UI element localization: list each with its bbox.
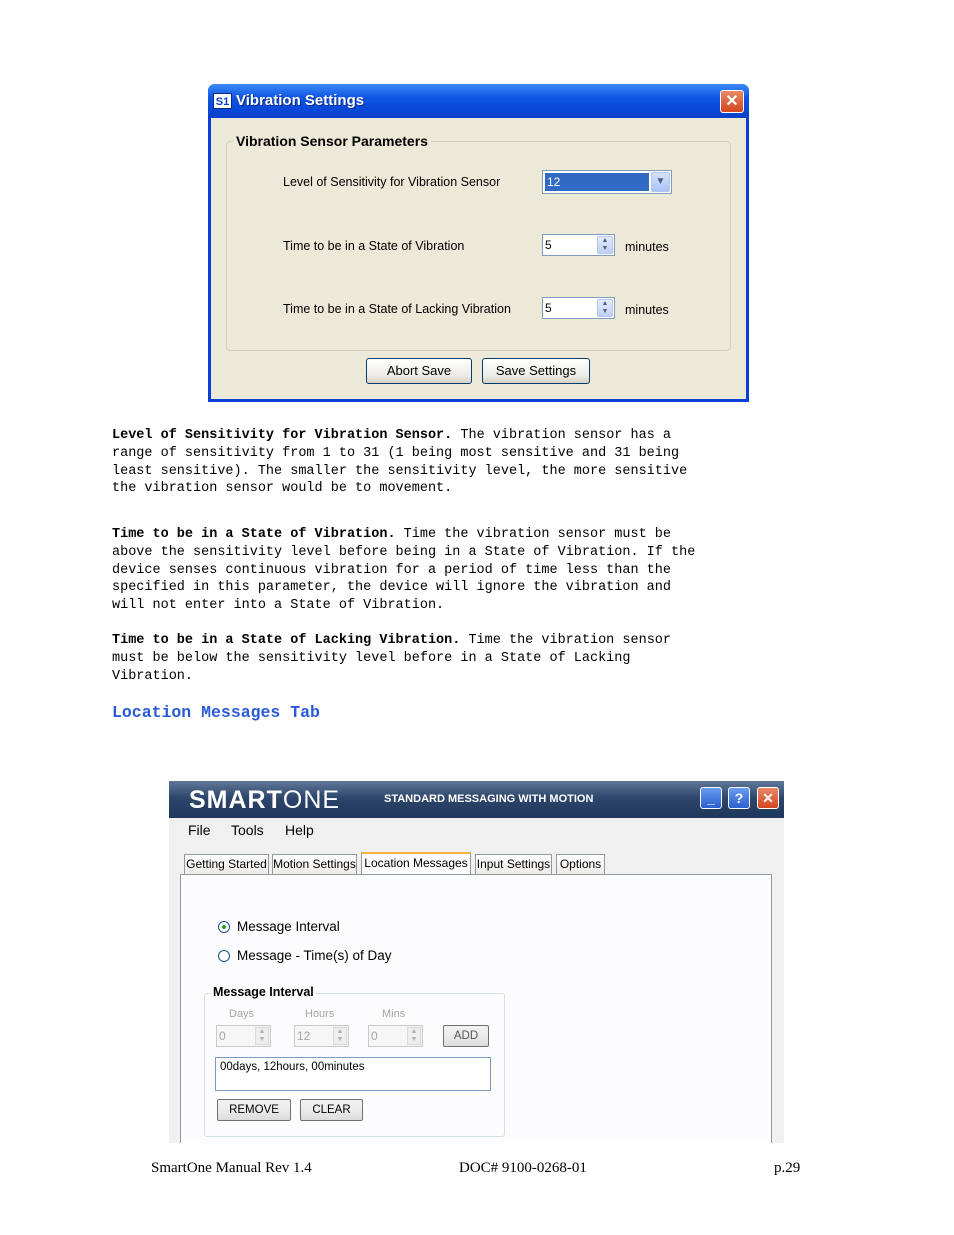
spin-arrows-icon[interactable]: ▲ ▼ — [597, 299, 613, 317]
sensitivity-value: 12 — [545, 173, 649, 191]
vibration-settings-dialog — [208, 84, 749, 402]
para-line: range of sensitivity from 1 to 31 (1 being most sensitive and 31 being — [112, 445, 680, 461]
dialog-body — [211, 118, 746, 399]
days-value: 0 — [219, 1029, 226, 1043]
state-lacking-stepper[interactable] — [542, 297, 615, 319]
remove-button[interactable]: REMOVE — [217, 1099, 291, 1121]
paragraph-sensitivity — [112, 427, 812, 498]
dialog-title-bar — [208, 84, 749, 118]
days-stepper[interactable] — [216, 1025, 271, 1047]
radio-message-interval[interactable] — [218, 921, 230, 933]
para-line: Time the vibration sensor — [460, 633, 671, 648]
footer-page-number: p.29 — [774, 1160, 801, 1176]
para-line: least sensitive). The smaller the sensitivity level, the more sensitive — [112, 463, 688, 479]
menu-help[interactable]: Help — [285, 822, 314, 838]
mins-stepper[interactable] — [368, 1025, 423, 1047]
smartone-window — [169, 781, 784, 1143]
tab-input-settings[interactable]: Input Settings — [475, 854, 552, 874]
state-lacking-unit: minutes — [625, 303, 669, 317]
radio-message-interval-label: Message Interval — [237, 919, 340, 934]
clear-button[interactable]: CLEAR — [300, 1099, 363, 1121]
close-icon[interactable]: ✕ — [757, 787, 779, 809]
term-sensitivity: Level of Sensitivity for Vibration Sensor. — [112, 428, 453, 443]
section-heading: Location Messages Tab — [112, 703, 320, 722]
state-vibration-stepper[interactable] — [542, 234, 615, 256]
spin-arrows-icon[interactable]: ▲ ▼ — [407, 1027, 421, 1045]
term-state-lacking: Time to be in a State of Lacking Vibration. — [112, 633, 461, 648]
brand-thin: ONE — [282, 786, 341, 814]
menu-file[interactable]: File — [188, 822, 211, 838]
tab-motion-settings[interactable]: Motion Settings — [272, 854, 357, 874]
abort-save-button[interactable]: Abort Save — [366, 358, 472, 384]
radio-message-time-of-day[interactable] — [218, 950, 230, 962]
spin-arrows-icon[interactable]: ▲ ▼ — [255, 1027, 269, 1045]
paragraph-state-lacking — [112, 632, 812, 685]
interval-summary-text: 00days, 12hours, 00minutes — [220, 1061, 365, 1073]
tab-options[interactable]: Options — [556, 854, 605, 874]
para-line: the vibration sensor would be to movement. — [112, 481, 453, 497]
para-line: specified in this parameter, the device will ignore the vibration and — [112, 580, 671, 596]
spin-arrows-icon[interactable]: ▲ ▼ — [597, 236, 613, 254]
footer-center: DOC# 9100-0268-01 — [459, 1160, 587, 1176]
para-line: The vibration sensor has a — [452, 428, 672, 443]
tab-getting-started[interactable]: Getting Started — [184, 854, 269, 874]
mins-value: 0 — [371, 1029, 378, 1043]
minimize-icon[interactable]: _ — [700, 787, 722, 809]
radio-selected-dot — [222, 925, 226, 929]
sensitivity-label: Level of Sensitivity for Vibration Sensor — [283, 175, 501, 189]
hours-stepper[interactable] — [294, 1025, 349, 1047]
radio-message-time-of-day-label: Message - Time(s) of Day — [237, 948, 392, 963]
para-line: device senses continuous vibration for a period of time less than the — [112, 562, 671, 578]
para-line: Vibration. — [112, 668, 194, 684]
close-icon[interactable]: ✕ — [720, 90, 744, 113]
state-lacking-label: Time to be in a State of Lacking Vibration — [283, 302, 511, 316]
state-vibration-value: 5 — [545, 238, 552, 252]
brand-logo — [189, 786, 340, 815]
state-vibration-label: Time to be in a State of Vibration — [283, 239, 465, 253]
dialog-title: Vibration Settings — [236, 92, 365, 109]
menu-tools[interactable]: Tools — [231, 822, 264, 838]
brand-tagline: STANDARD MESSAGING WITH MOTION — [384, 793, 594, 805]
para-line: must be below the sensitivity level before in a State of Lacking — [112, 650, 631, 666]
spin-arrows-icon[interactable]: ▲ ▼ — [333, 1027, 347, 1045]
para-line: Time the vibration sensor must be — [395, 527, 671, 542]
mins-label: Mins — [382, 1008, 406, 1020]
tab-location-messages[interactable]: Location Messages — [361, 852, 471, 874]
save-settings-button[interactable]: Save Settings — [482, 358, 590, 384]
hours-label: Hours — [305, 1008, 335, 1020]
state-vibration-unit: minutes — [625, 240, 669, 254]
help-icon[interactable]: ? — [728, 787, 750, 809]
days-label: Days — [229, 1008, 255, 1020]
paragraph-state-vibration — [112, 526, 812, 615]
sensitivity-select[interactable] — [542, 170, 672, 194]
para-line: will not enter into a State of Vibration. — [112, 598, 445, 614]
brand-bold: SMART — [189, 786, 283, 814]
app-icon: S1 — [213, 93, 232, 109]
term-state-vibration: Time to be in a State of Vibration. — [112, 527, 396, 542]
footer-left: SmartOne Manual Rev 1.4 — [151, 1160, 312, 1176]
window-title-bar — [169, 781, 784, 818]
add-button[interactable]: ADD — [443, 1025, 489, 1047]
hours-value: 12 — [297, 1029, 311, 1043]
interval-summary-box — [215, 1057, 491, 1091]
group-label: Vibration Sensor Parameters — [233, 133, 431, 149]
message-interval-group-label: Message Interval — [213, 985, 314, 999]
chevron-down-icon[interactable]: ▼ — [651, 172, 670, 192]
para-line: above the sensitivity level before being in a State of Vibration. If the — [112, 544, 696, 560]
state-lacking-value: 5 — [545, 301, 552, 315]
